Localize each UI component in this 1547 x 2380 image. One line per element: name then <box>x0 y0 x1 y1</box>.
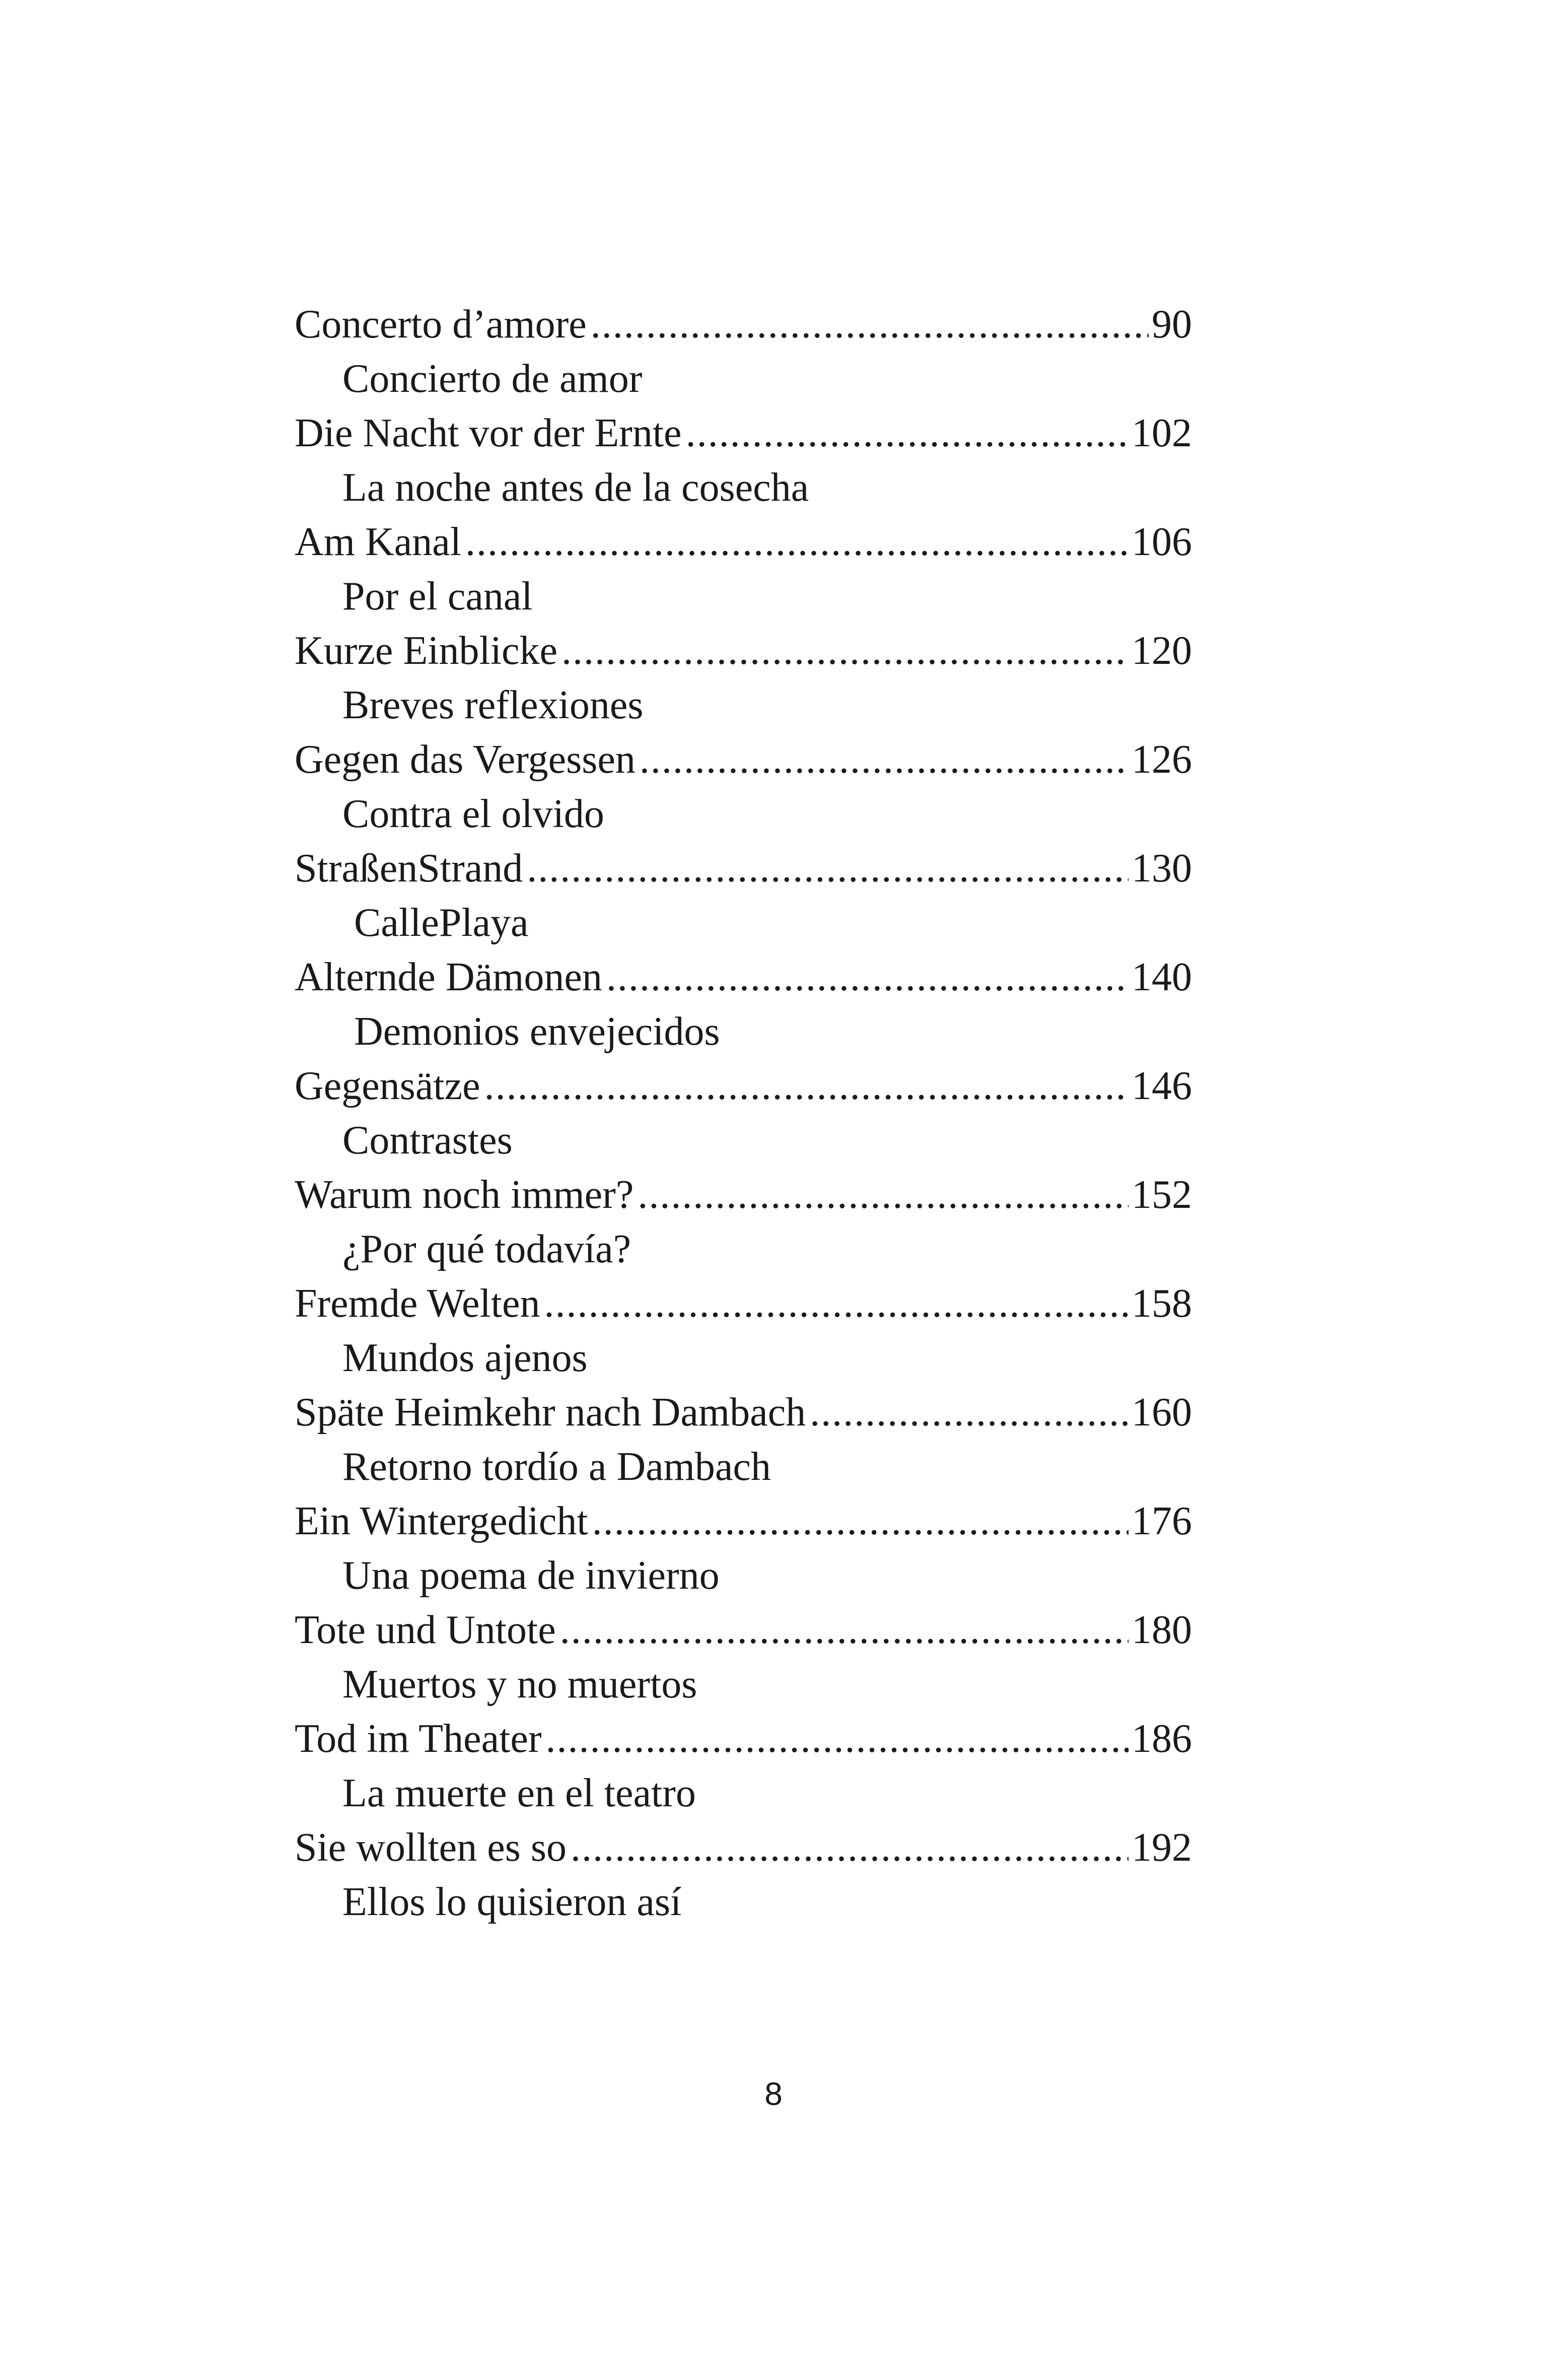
dot-leader <box>640 732 1129 787</box>
toc-entry-title: Alternde Dämonen <box>295 955 602 999</box>
toc-entry-title: Am Kanal <box>295 520 462 564</box>
toc-entry-subtitle: ¿Por qué todavía? <box>342 1227 631 1271</box>
toc-entry-page: 102 <box>1132 411 1192 455</box>
toc-entry-page: 152 <box>1132 1173 1192 1217</box>
toc-entry-subtitle: La noche antes de la cosecha <box>342 465 809 510</box>
dot-leader <box>560 1603 1129 1657</box>
dot-leader <box>465 515 1129 569</box>
toc-entry-subtitle: Mundos ajenos <box>342 1336 588 1380</box>
dot-leader <box>561 624 1129 678</box>
toc-entry-title: Tote und Untote <box>295 1608 556 1652</box>
toc-entry-subtitle: Contra el olvido <box>342 792 604 836</box>
toc-entry-line[interactable] <box>295 297 1192 352</box>
toc-entry-subtitle: Por el canal <box>342 574 533 619</box>
toc-entry <box>295 1059 1192 1168</box>
toc-entry <box>295 1603 1192 1712</box>
toc-entry-title: Tod im Theater <box>295 1717 542 1761</box>
toc-entry-line[interactable] <box>295 406 1192 460</box>
toc-entry-subtitle: Retorno tordío a Dambach <box>342 1445 771 1489</box>
dot-leader <box>686 406 1129 460</box>
toc-entry-subtitle: CallePlaya <box>354 901 529 945</box>
toc-entry-line[interactable] <box>295 1168 1192 1222</box>
dot-leader <box>606 950 1129 1004</box>
toc-entry-page: 160 <box>1132 1390 1192 1435</box>
dot-leader <box>571 1820 1129 1875</box>
dot-leader <box>527 841 1129 896</box>
toc-entry-page: 176 <box>1132 1499 1192 1543</box>
toc-entry-title: Kurze Einblicke <box>295 629 557 673</box>
table-of-contents <box>295 297 1192 1929</box>
toc-entry-title: Concerto d’amore <box>295 302 587 347</box>
page-number: 8 <box>764 2076 783 2112</box>
toc-entry-line[interactable] <box>295 1059 1192 1113</box>
toc-entry <box>295 1276 1192 1385</box>
toc-entry-page: 106 <box>1132 520 1192 564</box>
toc-entry-page: 126 <box>1132 737 1192 782</box>
toc-entry-page: 186 <box>1132 1717 1192 1761</box>
toc-entry <box>295 624 1192 732</box>
toc-entry <box>295 1385 1192 1494</box>
toc-entry-line[interactable] <box>295 950 1192 1004</box>
toc-entry-title: Gegensätze <box>295 1064 480 1108</box>
toc-entry-line[interactable] <box>295 1603 1192 1657</box>
toc-entry-page: 146 <box>1132 1064 1192 1108</box>
dot-leader <box>546 1712 1129 1766</box>
toc-entry-title: Gegen das Vergessen <box>295 737 636 782</box>
toc-entry-line[interactable] <box>295 624 1192 678</box>
toc-entry-page: 130 <box>1132 846 1192 891</box>
toc-entry <box>295 406 1192 515</box>
toc-entry <box>295 515 1192 624</box>
toc-entry-subtitle: Una poema de invierno <box>342 1553 720 1598</box>
dot-leader <box>638 1168 1129 1222</box>
toc-entry-subtitle: Muertos y no muertos <box>342 1662 697 1707</box>
toc-entry-page: 120 <box>1132 629 1192 673</box>
dot-leader <box>592 1494 1129 1548</box>
toc-entry-line[interactable] <box>295 1494 1192 1548</box>
toc-entry <box>295 297 1192 406</box>
toc-entry-line[interactable] <box>295 732 1192 787</box>
toc-entry-subtitle: Demonios envejecidos <box>354 1009 720 1054</box>
dot-leader <box>544 1276 1129 1331</box>
toc-entry <box>295 950 1192 1059</box>
toc-entry-title: Sie wollten es so <box>295 1825 567 1870</box>
toc-entry-page: 140 <box>1132 955 1192 999</box>
dot-leader <box>484 1059 1129 1113</box>
toc-entry-line[interactable] <box>295 1276 1192 1331</box>
toc-entry-page: 158 <box>1132 1281 1192 1326</box>
toc-entry-line[interactable] <box>295 515 1192 569</box>
toc-entry-subtitle: Contrastes <box>342 1118 513 1163</box>
toc-entry <box>295 1494 1192 1603</box>
toc-entry-page: 180 <box>1132 1608 1192 1652</box>
toc-entry-title: Späte Heimkehr nach Dambach <box>295 1390 806 1435</box>
toc-entry-line[interactable] <box>295 841 1192 896</box>
toc-entry <box>295 1168 1192 1276</box>
dot-leader <box>810 1385 1129 1440</box>
toc-entry-page: 90 <box>1152 302 1192 347</box>
toc-entry-subtitle: Ellos lo quisieron así <box>342 1880 682 1924</box>
toc-entry-line[interactable] <box>295 1820 1192 1875</box>
toc-entry <box>295 1712 1192 1820</box>
toc-entry-title: Warum noch immer? <box>295 1173 634 1217</box>
toc-entry-title: Ein Wintergedicht <box>295 1499 588 1543</box>
toc-entry-title: StraßenStrand <box>295 846 523 891</box>
toc-entry-subtitle: Concierto de amor <box>342 357 643 401</box>
dot-leader <box>591 297 1149 352</box>
toc-entry-title: Die Nacht vor der Ernte <box>295 411 682 455</box>
toc-entry <box>295 841 1192 950</box>
toc-entry-line[interactable] <box>295 1385 1192 1440</box>
toc-entry-title: Fremde Welten <box>295 1281 540 1326</box>
toc-entry <box>295 1820 1192 1929</box>
toc-entry <box>295 732 1192 841</box>
toc-entry-subtitle: Breves reflexiones <box>342 683 644 727</box>
toc-entry-subtitle: La muerte en el teatro <box>342 1771 696 1815</box>
toc-entry-page: 192 <box>1132 1825 1192 1870</box>
toc-entry-line[interactable] <box>295 1712 1192 1766</box>
